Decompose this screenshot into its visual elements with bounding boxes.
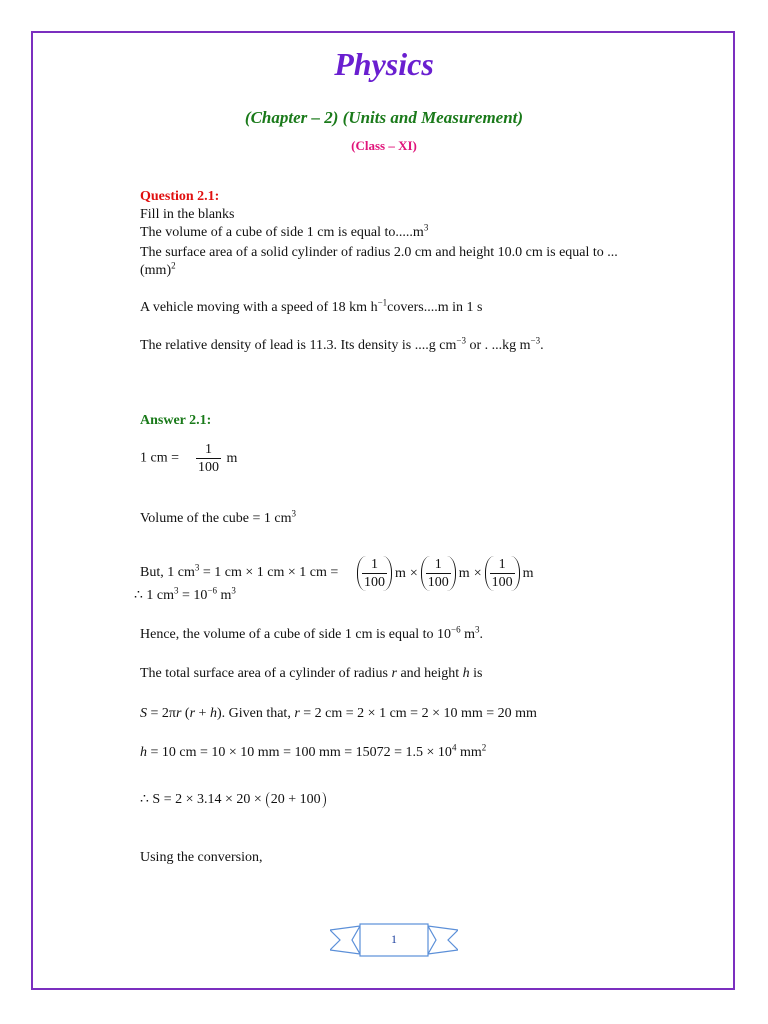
conversion-line: Using the conversion, — [140, 850, 263, 865]
but-line: But, 1 $cm^3 = 1$ cm × 1 cm × 1 cm = — [140, 562, 339, 580]
surface-area-formula: S = 2πr (r + h). Given that, r = 2 cm = 2 × 1 cm = 2 × 10 mm = 20 mm — [140, 706, 537, 721]
question-heading: Question 2.1: — [140, 189, 220, 204]
therefore-cube-line: ∴ 1 $cm^3 = 10^{-6}$ $m^3$ — [134, 585, 236, 603]
ribbon-right-tail — [428, 926, 458, 954]
question-line-b2: (mm)$^2$ — [140, 260, 176, 278]
page-number: 1 — [391, 932, 397, 946]
fraction-1-100: $\frac{1}{100}$ — [198, 442, 219, 475]
s-computation: ∴ S = 2 × 3.14 × 20 × 20 + 100 — [140, 791, 327, 808]
answer-heading: Answer 2.1: — [140, 413, 212, 428]
page-title: Physics — [334, 46, 434, 82]
question-line-b1: The surface area of a solid cylinder of radius 2.0 cm and height 10.0 cm is equal to ... — [140, 245, 618, 260]
question-line-c: A vehicle moving with a speed of 18 km $h^{-1}covers....m$ in 1 s — [140, 297, 483, 315]
surface-area-intro: The total surface area of a cylinder of radius r and height h is — [140, 666, 483, 681]
chapter-heading: (Chapter – 2) (Units and Measurement) — [244, 108, 524, 127]
page-border — [31, 31, 735, 990]
volume-line: Volume of the cube = 1 $cm^3$ — [140, 508, 296, 526]
height-line: h = 10 cm = 10 × 10 mm = 100 mm = $15072 = 1.5 \times 10^4$ $mm^2$ — [140, 742, 487, 760]
ribbon-left-tail — [330, 926, 360, 954]
product-expression: $\frac{1}{100}$ m × $\frac{1}{100}$ m × $\frac{1}{100}$ m — [356, 556, 535, 591]
class-label: (Class – XI) — [351, 138, 417, 153]
question-intro: Fill in the blanks — [140, 207, 235, 222]
cm-to-m-equation: 1 cm = $\frac{1}{100}$ m — [140, 442, 238, 475]
question-line-a: The volume of a cube of side 1 cm is equal $to.....m^3$ — [140, 222, 429, 240]
hence-line: Hence, the volume of a cube of side 1 cm is equal to $10^{-6}$ $m^3$. — [140, 624, 483, 642]
question-line-d: The relative density of lead is 11.3. Its density is ....g $cm^{-3}$ or . ...kg $m^{-3}$. — [140, 335, 544, 353]
